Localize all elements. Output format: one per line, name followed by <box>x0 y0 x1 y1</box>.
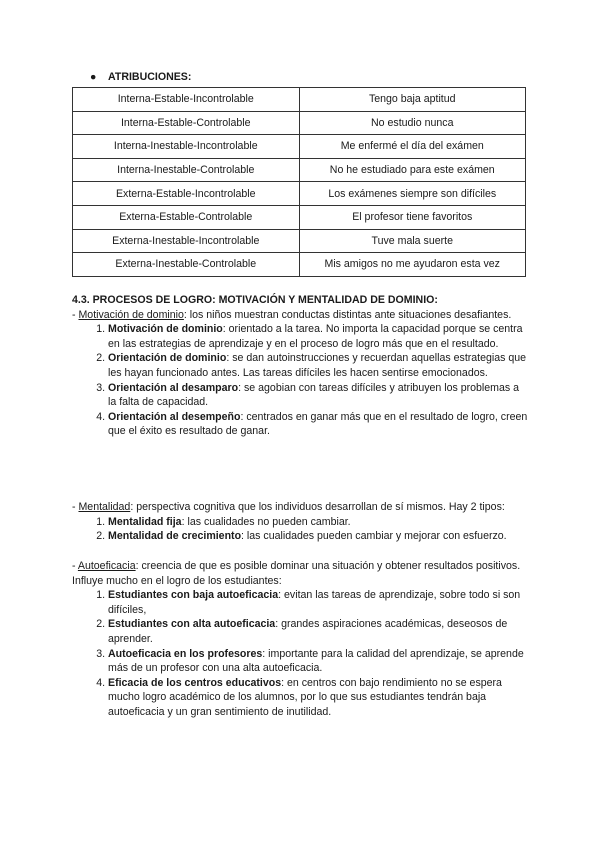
table-row <box>73 229 526 253</box>
paragraph: - Motivación de dominio: los niños muestran conductas distintas ante situaciones desafiantes. <box>72 308 512 321</box>
atribuciones-heading <box>90 71 191 83</box>
table-cell: El profesor tiene favoritos <box>299 205 526 229</box>
table-cell: Interna-Inestable-Incontrolable <box>73 135 300 159</box>
table-cell: Externa-Inestable-Incontrolable <box>73 229 300 253</box>
list-item: 3. Orientación al desamparo: se agobian con tareas difíciles y atribuyen los problemas a la falta de capacidad. <box>108 381 530 410</box>
list-item: 4. Eficacia de los centros educativos: en centros con bajo rendimiento no se espera mucho logro académico de los alumnos, por lo que sus estudiantes tendrán baja autoeficacia y un gran sentimiento de inutilidad. <box>108 676 530 720</box>
table-cell: Tuve mala suerte <box>299 229 526 253</box>
list-item: 2. Estudiantes con alta autoeficacia: grandes aspiraciones académicas, deseosos de aprender. <box>108 617 530 646</box>
paragraph: - Autoeficacia: creencia de que es posible dominar una situación y obtener resultados positivos. Influye mucho en el logro de los estudiantes: <box>72 560 521 587</box>
list-item: 1. Estudiantes con baja autoeficacia: evitan las tareas de aprendizaje, sobre todo si son difíciles, <box>108 588 530 617</box>
bullet-dot-icon: ● <box>90 71 97 83</box>
table-row <box>73 205 526 229</box>
table-cell: Interna-Estable-Incontrolable <box>73 88 300 112</box>
table-cell: No he estudiado para este exámen <box>299 158 526 182</box>
table-cell: Externa-Inestable-Controlable <box>73 253 300 277</box>
term-underlined: Motivación de dominio <box>78 308 184 321</box>
section-4-3 <box>72 293 530 439</box>
table-cell: Externa-Estable-Controlable <box>73 205 300 229</box>
list-item: 4. Orientación al desempeño: centrados en ganar más que en el resultado de logro, creen que el éxito es resultado de ganar. <box>108 410 530 439</box>
table-cell: Interna-Inestable-Controlable <box>73 158 300 182</box>
list-item: 3. Autoeficacia en los profesores: importante para la calidad del aprendizaje, se aprende más de un profesor con una alta autoeficacia. <box>108 647 530 676</box>
section-autoeficacia <box>72 559 530 720</box>
table-cell: Tengo baja aptitud <box>299 88 526 112</box>
list-item: 1. Motivación de dominio: orientado a la tarea. No importa la capacidad porque se centra en las estrategias de aprendizaje y en el proceso de logro más que en el resultado. <box>108 322 530 351</box>
atribuciones-label: ATRIBUCIONES: <box>108 71 192 83</box>
table-cell: Externa-Estable-Incontrolable <box>73 182 300 206</box>
term-underlined: Autoeficacia <box>77 560 136 572</box>
atribuciones-table <box>72 87 526 277</box>
table-cell: Mis amigos no me ayudaron esta vez <box>299 253 526 277</box>
section-title: 4.3. PROCESOS DE LOGRO: MOTIVACIÓN Y MENTALIDAD DE DOMINIO: <box>72 294 438 306</box>
list-item: 2. Orientación de dominio: se dan autoinstrucciones y recuerdan aquellas estrategias que les hayan funcionado antes. Las tareas difíciles les hacen sentirse emocionados. <box>108 351 530 380</box>
table-row <box>73 182 526 206</box>
list-item: 2. Mentalidad de crecimiento: las cualidades pueden cambiar y mejorar con esfuerzo. <box>108 529 530 544</box>
list-item: 1. Mentalidad fija: las cualidades no pueden cambiar. <box>108 515 530 530</box>
table-cell: No estudio nunca <box>299 111 526 135</box>
table-row <box>73 253 526 277</box>
numbered-list <box>72 515 530 544</box>
numbered-list <box>72 588 530 719</box>
table-cell: Me enfermé el día del exámen <box>299 135 526 159</box>
term-underlined: Mentalidad <box>78 501 131 513</box>
table-row <box>73 135 526 159</box>
table-cell: Los exámenes siempre son difíciles <box>299 182 526 206</box>
table-cell: Interna-Estable-Controlable <box>73 111 300 135</box>
numbered-list <box>72 322 530 439</box>
table-row <box>73 88 526 112</box>
section-mentalidad <box>72 500 530 544</box>
paragraph: - Mentalidad: perspectiva cognitiva que los individuos desarrollan de sí mismos. Hay 2 tipos: <box>72 501 505 513</box>
table-row <box>73 158 526 182</box>
table-row <box>73 111 526 135</box>
